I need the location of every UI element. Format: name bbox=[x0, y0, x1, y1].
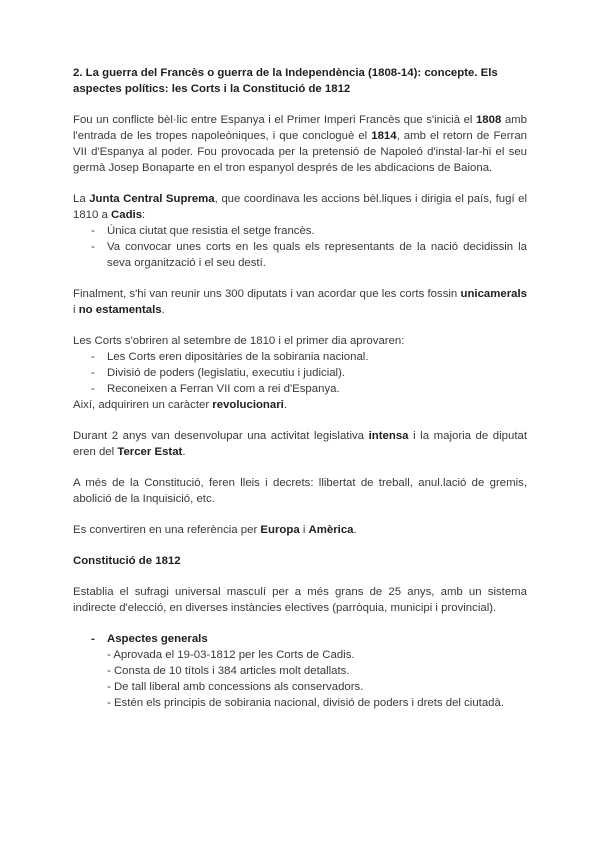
text: i bbox=[299, 524, 309, 536]
text: amb l'entrada de les tropes napoleòniques, i que concloguè el bbox=[73, 114, 528, 142]
bold-cadis: Cadis bbox=[111, 209, 143, 221]
text: : bbox=[142, 209, 146, 221]
text: i bbox=[73, 304, 79, 316]
paragraph-junta bbox=[73, 191, 527, 223]
bold-revolucionari: revolucionari bbox=[212, 399, 284, 411]
dash-marker: - bbox=[91, 351, 95, 363]
bold-tercer-estat: Tercer Estat bbox=[117, 446, 183, 458]
list-item bbox=[73, 365, 527, 381]
text: . bbox=[353, 524, 357, 536]
list-item bbox=[73, 349, 527, 365]
aspect-line: - Estén els principis de sobirania nacional, divisió de poders i drets del ciutadà. bbox=[107, 697, 504, 709]
bold-year-1808: 1808 bbox=[475, 114, 502, 126]
text: . bbox=[182, 446, 186, 458]
list-item-text: Reconeixen a Ferran VII com a rei d'Espanya. bbox=[107, 383, 340, 395]
corts-list bbox=[73, 349, 527, 397]
paragraph-corts-intro: Les Corts s'obriren al setembre de 1810 i el primer dia aprovaren: bbox=[73, 335, 405, 347]
text: . bbox=[161, 304, 165, 316]
bold-year-1814: 1814 bbox=[371, 130, 397, 142]
bold-unicamerals: unicamerals bbox=[460, 288, 527, 300]
dash-marker: - bbox=[91, 633, 95, 645]
aspects-section bbox=[73, 631, 527, 711]
text: Així, adquiriren un caràcter bbox=[73, 399, 213, 411]
paragraph-revolucionari bbox=[73, 397, 527, 413]
list-item-text: Única ciutat que resistia el setge francès. bbox=[107, 225, 315, 237]
bold-europa: Europa bbox=[260, 524, 300, 536]
list-item bbox=[73, 381, 527, 397]
text: Finalment, s'hi van reunir uns 300 diputats i van acordar que les corts fossin bbox=[73, 288, 461, 300]
dash-marker: - bbox=[91, 241, 95, 253]
paragraph-sufragi: Establia el sufragi universal masculí per a més grans de 25 anys, amb un sistema indirecte d'elecció, en diverses instàncies electives (parròquia, municipi i provincial). bbox=[73, 586, 527, 614]
text: Es convertiren en una referència per bbox=[73, 524, 261, 536]
paragraph-lleis: A més de la Constitució, feren lleis i decrets: llibertat de treball, anul.lació de gremis, abolició de la Inquisició, etc. bbox=[73, 477, 527, 505]
text: Durant 2 anys van desenvolupar una activitat legislativa bbox=[73, 430, 369, 442]
aspect-line: - Aprovada el 19-03-1812 per les Corts de Cadis. bbox=[107, 649, 355, 661]
list-item-text: Divisió de poders (legislatiu, executiu i judicial). bbox=[107, 367, 346, 379]
list-item-text: Va convocar unes corts en les quals els representants de la nació decidissin la seva organització i el seu destí. bbox=[107, 241, 527, 269]
junta-list bbox=[73, 223, 527, 271]
list-item bbox=[73, 239, 527, 271]
list-item-text: Les Corts eren dipositàries de la sobirania nacional. bbox=[107, 351, 369, 363]
dash-marker: - bbox=[91, 383, 95, 395]
text: , amb el retorn de Ferran VII d'Espanya al poder. Fou provocada per la pretensió de Napoleó d'instal·lar-hi el seu germà Josep Bonaparte en el tron espanyol després de les abdicacions de Baiona. bbox=[73, 130, 527, 174]
paragraph-activitat bbox=[73, 428, 527, 460]
document-page bbox=[73, 65, 527, 711]
bold-junta: Junta Central Suprema bbox=[89, 193, 215, 205]
text: i la majoria de diputat eren del bbox=[73, 430, 527, 458]
constitution-title: Constitució de 1812 bbox=[73, 555, 181, 567]
aspect-line: - Consta de 10 títols i 384 articles molt detallats. bbox=[107, 665, 350, 677]
bold-no-estamentals: no estamentals bbox=[78, 304, 162, 316]
bold-america: Amèrica bbox=[308, 524, 354, 536]
text: . bbox=[283, 399, 287, 411]
list-item bbox=[73, 223, 527, 239]
dash-marker: - bbox=[91, 367, 95, 379]
paragraph-war-concept bbox=[73, 112, 527, 176]
text: La bbox=[73, 193, 90, 205]
section-title: 2. La guerra del Francès o guerra de la Independència (1808-14): concepte. Els aspectes polítics: les Corts i la Constitució de 1812 bbox=[73, 67, 498, 95]
aspect-line: - De tall liberal amb concessions als conservadors. bbox=[107, 681, 364, 693]
dash-marker: - bbox=[91, 225, 95, 237]
paragraph-referencia bbox=[73, 522, 527, 538]
text: , que coordinava les accions bèl.liques i dirigia el país, fugí el 1810 a bbox=[73, 193, 528, 221]
paragraph-diputats bbox=[73, 286, 527, 318]
text: Fou un conflicte bèl·lic entre Espanya i el Primer Imperi Francès que s'inicià el bbox=[73, 114, 476, 126]
bold-intensa: intensa bbox=[368, 430, 409, 442]
aspects-title: Aspectes generals bbox=[107, 633, 208, 645]
